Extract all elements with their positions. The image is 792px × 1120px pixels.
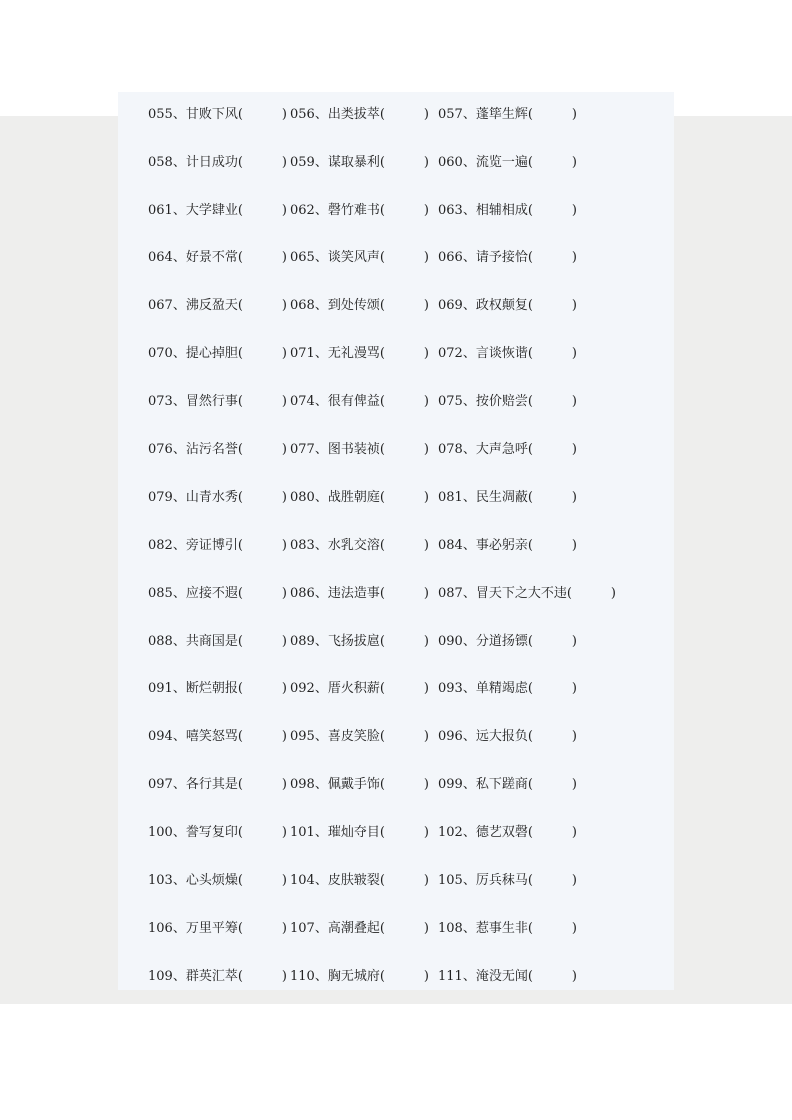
idiom-item: 110、胸无城府( ) — [290, 969, 429, 984]
list-item — [148, 438, 768, 462]
list-item — [148, 630, 768, 654]
idiom-item: 067、沸反盈天( ) — [148, 298, 287, 313]
idiom-item: 108、惹事生非( ) — [438, 921, 577, 936]
idiom-item: 073、冒然行事( ) — [148, 394, 287, 409]
list-item — [148, 917, 768, 941]
idiom-item: 092、厝火积薪( ) — [290, 681, 429, 696]
idiom-item: 089、飞扬拔扈( ) — [290, 634, 429, 649]
idiom-item: 096、远大报负( ) — [438, 729, 577, 744]
list-item — [148, 294, 768, 318]
idiom-item: 069、政权颠复( ) — [438, 298, 577, 313]
idiom-item: 097、各行其是( ) — [148, 777, 287, 792]
list-item — [148, 582, 768, 606]
idiom-item: 062、磬竹难书( ) — [290, 203, 429, 218]
idiom-item: 085、应接不遐( ) — [148, 586, 287, 601]
idiom-item: 071、无礼漫骂( ) — [290, 346, 429, 361]
idiom-item: 068、到处传颂( ) — [290, 298, 429, 313]
list-item — [148, 342, 768, 366]
idiom-item: 058、计日成功( ) — [148, 155, 287, 170]
list-item — [148, 103, 768, 127]
idiom-item: 060、流览一遍( ) — [438, 155, 577, 170]
idiom-item: 055、甘败下风( ) — [148, 107, 287, 122]
idiom-item: 098、佩戴手饰( ) — [290, 777, 429, 792]
idiom-item: 100、誊写复印( ) — [148, 825, 287, 840]
idiom-item: 077、图书装祯( ) — [290, 442, 429, 457]
idiom-item: 107、高潮叠起( ) — [290, 921, 429, 936]
list-item — [148, 869, 768, 893]
list-item — [148, 246, 768, 270]
idiom-item: 059、谋取暴利( ) — [290, 155, 429, 170]
idiom-item: 081、民生凋蔽( ) — [438, 490, 577, 505]
list-item — [148, 151, 768, 175]
list-item — [148, 965, 768, 989]
idiom-item: 075、按价赔尝( ) — [438, 394, 577, 409]
idiom-item: 099、私下蹉商( ) — [438, 777, 577, 792]
list-item — [148, 677, 768, 701]
idiom-item: 086、违法造事( ) — [290, 586, 429, 601]
list-item — [148, 725, 768, 749]
idiom-item: 084、事必躬亲( ) — [438, 538, 577, 553]
idiom-item: 080、战胜朝庭( ) — [290, 490, 429, 505]
idiom-item: 057、蓬筚生辉( ) — [438, 107, 577, 122]
idiom-item: 090、分道扬镖( ) — [438, 634, 577, 649]
idiom-item: 091、断烂朝报( ) — [148, 681, 287, 696]
idiom-item: 102、德艺双磬( ) — [438, 825, 577, 840]
idiom-item: 087、冒天下之大不违( ) — [438, 586, 616, 601]
idiom-item: 104、皮肤皲裂( ) — [290, 873, 429, 888]
idiom-item: 082、旁证博引( ) — [148, 538, 287, 553]
idiom-item: 106、万里平筹( ) — [148, 921, 287, 936]
list-item — [148, 821, 768, 845]
idiom-item: 083、水乳交溶( ) — [290, 538, 429, 553]
idiom-item: 105、厉兵秣马( ) — [438, 873, 577, 888]
idiom-item: 088、共商国是( ) — [148, 634, 287, 649]
idiom-item: 063、相辅相成( ) — [438, 203, 577, 218]
list-item — [148, 486, 768, 510]
idiom-item: 109、群英汇萃( ) — [148, 969, 287, 984]
idiom-item: 056、出类拔萃( ) — [290, 107, 429, 122]
idiom-item: 079、山青水秀( ) — [148, 490, 287, 505]
idiom-item: 111、淹没无闻( ) — [438, 969, 577, 984]
list-item — [148, 773, 768, 797]
list-item — [148, 199, 768, 223]
idiom-item: 064、好景不常( ) — [148, 250, 287, 265]
idiom-item: 078、大声急呼( ) — [438, 442, 577, 457]
idiom-item: 066、请予接恰( ) — [438, 250, 577, 265]
idiom-item: 076、沾污名誉( ) — [148, 442, 287, 457]
list-item — [148, 390, 768, 414]
idiom-item: 101、璀灿夺目( ) — [290, 825, 429, 840]
idiom-item: 094、嘻笑怒骂( ) — [148, 729, 287, 744]
idiom-item: 074、很有俾益( ) — [290, 394, 429, 409]
idiom-item: 061、大学肆业( ) — [148, 203, 287, 218]
idiom-item: 065、谈笑风声( ) — [290, 250, 429, 265]
list-item — [148, 534, 768, 558]
idiom-item: 072、言谈恢谐( ) — [438, 346, 577, 361]
idiom-item: 093、单精竭虑( ) — [438, 681, 577, 696]
idiom-item: 095、喜皮笑脸( ) — [290, 729, 429, 744]
idiom-item: 070、提心掉胆( ) — [148, 346, 287, 361]
idiom-item: 103、心头烦燥( ) — [148, 873, 287, 888]
